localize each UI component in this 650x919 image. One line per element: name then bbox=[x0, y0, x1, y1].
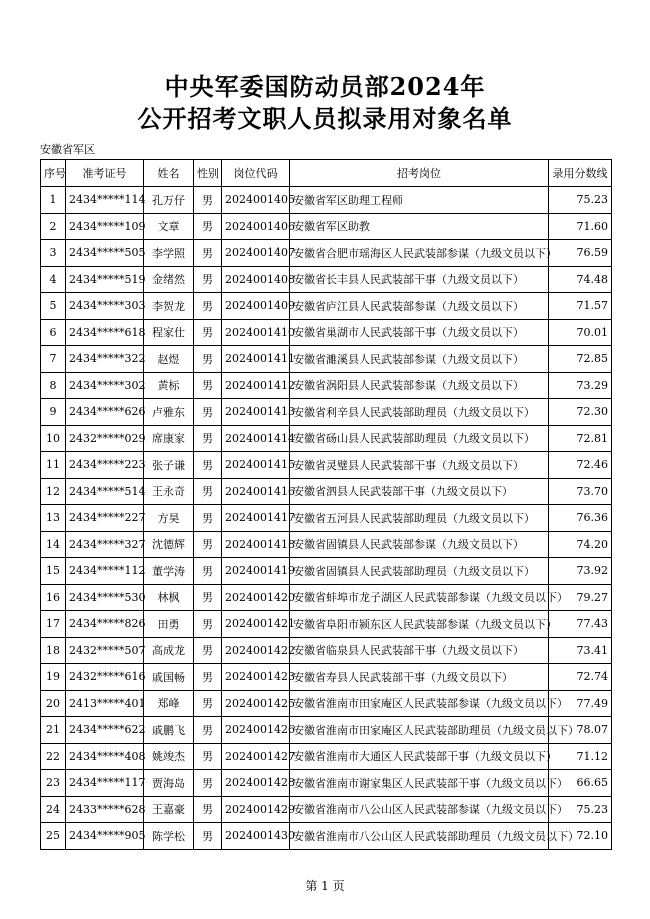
cell-position: 安徽省淮南市八公山区人民武装部参谋（九级文员以下） bbox=[290, 796, 549, 823]
cell-score: 72.85 bbox=[549, 346, 612, 373]
cell-name: 陈学松 bbox=[144, 823, 194, 850]
cell-name: 席康家 bbox=[144, 425, 194, 452]
cell-position-code: 2024001426 bbox=[222, 717, 290, 744]
header-position-code: 岗位代码 bbox=[222, 160, 290, 187]
table-row bbox=[41, 240, 612, 267]
cell-gender: 男 bbox=[194, 187, 222, 214]
table-row bbox=[41, 717, 612, 744]
header-index: 序号 bbox=[41, 160, 66, 187]
header-name: 姓名 bbox=[144, 160, 194, 187]
cell-gender: 男 bbox=[194, 452, 222, 479]
cell-name: 董学涛 bbox=[144, 558, 194, 585]
cell-position-code: 2024001412 bbox=[222, 372, 290, 399]
cell-score: 73.41 bbox=[549, 637, 612, 664]
table-row bbox=[41, 213, 612, 240]
cell-index: 14 bbox=[41, 531, 66, 558]
cell-position-code: 2024001421 bbox=[222, 611, 290, 638]
cell-position-code: 2024001420 bbox=[222, 584, 290, 611]
cell-score: 72.81 bbox=[549, 425, 612, 452]
cell-gender: 男 bbox=[194, 770, 222, 797]
cell-index: 5 bbox=[41, 293, 66, 320]
cell-exam-id: 2434*****530 bbox=[66, 584, 144, 611]
cell-name: 李贺龙 bbox=[144, 293, 194, 320]
cell-position-code: 2024001419 bbox=[222, 558, 290, 585]
cell-position-code: 2024001425 bbox=[222, 690, 290, 717]
cell-position: 安徽省利辛县人民武装部助理员（九级文员以下） bbox=[290, 399, 549, 426]
cell-index: 16 bbox=[41, 584, 66, 611]
cell-index: 25 bbox=[41, 823, 66, 850]
table-row bbox=[41, 611, 612, 638]
cell-exam-id: 2434*****514 bbox=[66, 478, 144, 505]
header-gender: 性别 bbox=[194, 160, 222, 187]
cell-score: 71.57 bbox=[549, 293, 612, 320]
table-row bbox=[41, 558, 612, 585]
cell-position-code: 2024001422 bbox=[222, 637, 290, 664]
cell-position: 安徽省固镇县人民武装部助理员（九级文员以下） bbox=[290, 558, 549, 585]
cell-exam-id: 2434*****505 bbox=[66, 240, 144, 267]
cell-score: 77.43 bbox=[549, 611, 612, 638]
cell-name: 贾海岛 bbox=[144, 770, 194, 797]
table-row bbox=[41, 637, 612, 664]
cell-exam-id: 2434*****618 bbox=[66, 319, 144, 346]
table-header bbox=[41, 160, 612, 187]
cell-position-code: 2024001415 bbox=[222, 452, 290, 479]
cell-index: 21 bbox=[41, 717, 66, 744]
cell-position-code: 2024001411 bbox=[222, 346, 290, 373]
cell-exam-id: 2434*****322 bbox=[66, 346, 144, 373]
cell-gender: 男 bbox=[194, 717, 222, 744]
cell-position: 安徽省淮南市谢家集区人民武装部干事（九级文员以下） bbox=[290, 770, 549, 797]
cell-position: 安徽省军区助理工程师 bbox=[290, 187, 549, 214]
cell-name: 王永奇 bbox=[144, 478, 194, 505]
cell-position: 安徽省淮南市八公山区人民武装部助理员（九级文员以下） bbox=[290, 823, 549, 850]
cell-name: 田勇 bbox=[144, 611, 194, 638]
cell-gender: 男 bbox=[194, 690, 222, 717]
cell-name: 程家仕 bbox=[144, 319, 194, 346]
cell-index: 17 bbox=[41, 611, 66, 638]
cell-position-code: 2024001423 bbox=[222, 664, 290, 691]
cell-position: 安徽省淮南市田家庵区人民武装部助理员（九级文员以下） bbox=[290, 717, 549, 744]
page-title: 中央军委国防动员部2024年 bbox=[164, 72, 486, 101]
cell-score: 78.07 bbox=[549, 717, 612, 744]
cell-position: 安徽省固镇县人民武装部参谋（九级文员以下） bbox=[290, 531, 549, 558]
cell-gender: 男 bbox=[194, 558, 222, 585]
cell-position: 安徽省灵璧县人民武装部干事（九级文员以下） bbox=[290, 452, 549, 479]
cell-gender: 男 bbox=[194, 399, 222, 426]
cell-name: 黄标 bbox=[144, 372, 194, 399]
cell-gender: 男 bbox=[194, 346, 222, 373]
cell-index: 8 bbox=[41, 372, 66, 399]
table-row bbox=[41, 505, 612, 532]
cell-exam-id: 2434*****109 bbox=[66, 213, 144, 240]
cell-name: 金绪然 bbox=[144, 266, 194, 293]
cell-position: 安徽省涡阳县人民武装部参谋（九级文员以下） bbox=[290, 372, 549, 399]
table-row bbox=[41, 319, 612, 346]
cell-index: 1 bbox=[41, 187, 66, 214]
cell-position: 安徽省淮南市田家庵区人民武装部参谋（九级文员以下） bbox=[290, 690, 549, 717]
cell-score: 72.74 bbox=[549, 664, 612, 691]
cell-index: 9 bbox=[41, 399, 66, 426]
cell-name: 李学照 bbox=[144, 240, 194, 267]
cell-score: 75.23 bbox=[549, 187, 612, 214]
cell-exam-id: 2434*****622 bbox=[66, 717, 144, 744]
table-row bbox=[41, 187, 612, 214]
cell-name: 郑峰 bbox=[144, 690, 194, 717]
cell-gender: 男 bbox=[194, 266, 222, 293]
cell-position-code: 2024001409 bbox=[222, 293, 290, 320]
cell-index: 10 bbox=[41, 425, 66, 452]
cell-score: 76.36 bbox=[549, 505, 612, 532]
cell-gender: 男 bbox=[194, 293, 222, 320]
cell-name: 方昊 bbox=[144, 505, 194, 532]
cell-exam-id: 2434*****626 bbox=[66, 399, 144, 426]
cell-score: 79.27 bbox=[549, 584, 612, 611]
cell-gender: 男 bbox=[194, 743, 222, 770]
cell-index: 22 bbox=[41, 743, 66, 770]
cell-position: 安徽省泗县人民武装部干事（九级文员以下） bbox=[290, 478, 549, 505]
cell-name: 戚国畅 bbox=[144, 664, 194, 691]
cell-gender: 男 bbox=[194, 319, 222, 346]
cell-position: 安徽省淮南市大通区人民武装部干事（九级文员以下） bbox=[290, 743, 549, 770]
table-row bbox=[41, 452, 612, 479]
cell-position-code: 2024001429 bbox=[222, 796, 290, 823]
cell-index: 13 bbox=[41, 505, 66, 532]
header-score: 录用分数线 bbox=[549, 160, 612, 187]
cell-exam-id: 2434*****826 bbox=[66, 611, 144, 638]
cell-score: 72.46 bbox=[549, 452, 612, 479]
cell-position: 安徽省濉溪县人民武装部参谋（九级文员以下） bbox=[290, 346, 549, 373]
table-row bbox=[41, 664, 612, 691]
cell-index: 3 bbox=[41, 240, 66, 267]
cell-exam-id: 2432*****507 bbox=[66, 637, 144, 664]
cell-exam-id: 2434*****408 bbox=[66, 743, 144, 770]
cell-exam-id: 2434*****303 bbox=[66, 293, 144, 320]
cell-score: 75.23 bbox=[549, 796, 612, 823]
cell-index: 18 bbox=[41, 637, 66, 664]
cell-gender: 男 bbox=[194, 505, 222, 532]
cell-score: 76.59 bbox=[549, 240, 612, 267]
cell-score: 73.70 bbox=[549, 478, 612, 505]
cell-gender: 男 bbox=[194, 478, 222, 505]
cell-name: 林枫 bbox=[144, 584, 194, 611]
cell-index: 2 bbox=[41, 213, 66, 240]
table-row bbox=[41, 399, 612, 426]
table-row bbox=[41, 743, 612, 770]
cell-exam-id: 2434*****519 bbox=[66, 266, 144, 293]
cell-position: 安徽省砀山县人民武装部助理员（九级文员以下） bbox=[290, 425, 549, 452]
table-row bbox=[41, 478, 612, 505]
cell-position: 安徽省寿县人民武装部干事（九级文员以下） bbox=[290, 664, 549, 691]
cell-name: 赵煜 bbox=[144, 346, 194, 373]
cell-position: 安徽省庐江县人民武装部参谋（九级文员以下） bbox=[290, 293, 549, 320]
cell-position: 安徽省巢湖市人民武装部干事（九级文员以下） bbox=[290, 319, 549, 346]
cell-gender: 男 bbox=[194, 637, 222, 664]
cell-position-code: 2024001405 bbox=[222, 187, 290, 214]
cell-position: 安徽省临泉县人民武装部干事（九级文员以下） bbox=[290, 637, 549, 664]
cell-exam-id: 2433*****628 bbox=[66, 796, 144, 823]
header-exam-id: 准考证号 bbox=[66, 160, 144, 187]
cell-gender: 男 bbox=[194, 531, 222, 558]
cell-position-code: 2024001413 bbox=[222, 399, 290, 426]
table-row bbox=[41, 796, 612, 823]
cell-name: 卢雅东 bbox=[144, 399, 194, 426]
cell-index: 23 bbox=[41, 770, 66, 797]
cell-exam-id: 2434*****905 bbox=[66, 823, 144, 850]
cell-position-code: 2024001430 bbox=[222, 823, 290, 850]
table-row bbox=[41, 266, 612, 293]
cell-gender: 男 bbox=[194, 584, 222, 611]
cell-exam-id: 2434*****327 bbox=[66, 531, 144, 558]
cell-position: 安徽省五河县人民武装部助理员（九级文员以下） bbox=[290, 505, 549, 532]
header-position: 招考岗位 bbox=[290, 160, 549, 187]
cell-index: 6 bbox=[41, 319, 66, 346]
cell-index: 12 bbox=[41, 478, 66, 505]
cell-position-code: 2024001414 bbox=[222, 425, 290, 452]
table-row bbox=[41, 823, 612, 850]
organization-label: 安徽省军区 bbox=[40, 143, 95, 156]
cell-index: 15 bbox=[41, 558, 66, 585]
admission-table bbox=[40, 159, 612, 850]
cell-exam-id: 2413*****401 bbox=[66, 690, 144, 717]
cell-gender: 男 bbox=[194, 213, 222, 240]
cell-name: 戚鹏飞 bbox=[144, 717, 194, 744]
cell-score: 73.29 bbox=[549, 372, 612, 399]
cell-gender: 男 bbox=[194, 823, 222, 850]
table-row bbox=[41, 346, 612, 373]
cell-position: 安徽省蚌埠市龙子湖区人民武装部参谋（九级文员以下） bbox=[290, 584, 549, 611]
cell-index: 7 bbox=[41, 346, 66, 373]
cell-name: 高成龙 bbox=[144, 637, 194, 664]
page-subtitle: 公开招考文职人员拟录用对象名单 bbox=[137, 104, 513, 133]
cell-position-code: 2024001418 bbox=[222, 531, 290, 558]
cell-position: 安徽省军区助教 bbox=[290, 213, 549, 240]
cell-score: 74.20 bbox=[549, 531, 612, 558]
table-row bbox=[41, 293, 612, 320]
cell-score: 71.12 bbox=[549, 743, 612, 770]
table-row bbox=[41, 531, 612, 558]
cell-score: 72.30 bbox=[549, 399, 612, 426]
cell-exam-id: 2434*****227 bbox=[66, 505, 144, 532]
table-row bbox=[41, 690, 612, 717]
page-number: 第 1 页 bbox=[305, 879, 345, 893]
table-row bbox=[41, 770, 612, 797]
cell-exam-id: 2434*****112 bbox=[66, 558, 144, 585]
cell-position: 安徽省阜阳市颍东区人民武装部参谋（九级文员以下） bbox=[290, 611, 549, 638]
cell-score: 72.10 bbox=[549, 823, 612, 850]
cell-exam-id: 2434*****223 bbox=[66, 452, 144, 479]
cell-exam-id: 2432*****616 bbox=[66, 664, 144, 691]
cell-gender: 男 bbox=[194, 240, 222, 267]
cell-name: 沈德辉 bbox=[144, 531, 194, 558]
cell-score: 77.49 bbox=[549, 690, 612, 717]
cell-score: 70.01 bbox=[549, 319, 612, 346]
cell-exam-id: 2434*****302 bbox=[66, 372, 144, 399]
cell-gender: 男 bbox=[194, 611, 222, 638]
cell-position-code: 2024001417 bbox=[222, 505, 290, 532]
cell-index: 4 bbox=[41, 266, 66, 293]
cell-exam-id: 2432*****029 bbox=[66, 425, 144, 452]
cell-position-code: 2024001410 bbox=[222, 319, 290, 346]
cell-score: 71.60 bbox=[549, 213, 612, 240]
cell-gender: 男 bbox=[194, 425, 222, 452]
cell-position-code: 2024001406 bbox=[222, 213, 290, 240]
cell-exam-id: 2434*****114 bbox=[66, 187, 144, 214]
cell-position: 安徽省长丰县人民武装部干事（九级文员以下） bbox=[290, 266, 549, 293]
cell-position: 安徽省合肥市瑶海区人民武装部参谋（九级文员以下） bbox=[290, 240, 549, 267]
table-body bbox=[41, 187, 612, 850]
cell-gender: 男 bbox=[194, 372, 222, 399]
cell-position-code: 2024001427 bbox=[222, 743, 290, 770]
cell-position-code: 2024001428 bbox=[222, 770, 290, 797]
cell-position-code: 2024001408 bbox=[222, 266, 290, 293]
cell-index: 19 bbox=[41, 664, 66, 691]
cell-index: 24 bbox=[41, 796, 66, 823]
cell-name: 张子谦 bbox=[144, 452, 194, 479]
cell-position-code: 2024001407 bbox=[222, 240, 290, 267]
table-row bbox=[41, 372, 612, 399]
cell-gender: 男 bbox=[194, 664, 222, 691]
cell-name: 文章 bbox=[144, 213, 194, 240]
cell-position-code: 2024001416 bbox=[222, 478, 290, 505]
cell-name: 孔万仔 bbox=[144, 187, 194, 214]
cell-name: 王嘉豪 bbox=[144, 796, 194, 823]
cell-score: 74.48 bbox=[549, 266, 612, 293]
cell-score: 73.92 bbox=[549, 558, 612, 585]
cell-index: 11 bbox=[41, 452, 66, 479]
cell-index: 20 bbox=[41, 690, 66, 717]
table-row bbox=[41, 425, 612, 452]
table-row bbox=[41, 584, 612, 611]
cell-gender: 男 bbox=[194, 796, 222, 823]
cell-exam-id: 2434*****117 bbox=[66, 770, 144, 797]
cell-score: 66.65 bbox=[549, 770, 612, 797]
cell-name: 姚竣杰 bbox=[144, 743, 194, 770]
